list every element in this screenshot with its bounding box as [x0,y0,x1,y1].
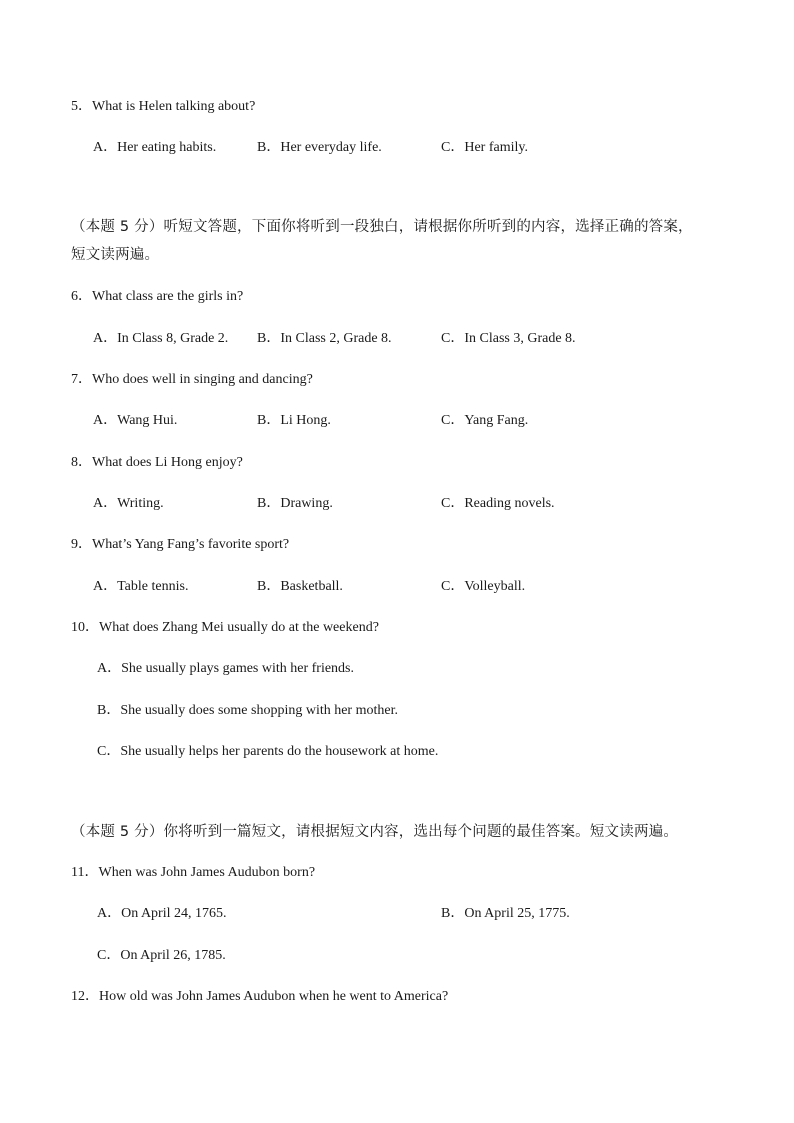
question-8-option-a[interactable]: A．Writing. [93,496,164,511]
question-9-option-b[interactable]: B．Basketball. [257,579,343,594]
question-7-option-b[interactable]: B．Li Hong. [257,413,331,428]
question-11-option-c[interactable]: C．On April 26, 1785. [97,948,226,963]
question-11-stem: 11．When was John James Audubon born? [71,865,316,880]
question-5-stem: 5．What is Helen talking about? [71,99,256,114]
section-2-instruction-line-1: （本题 5 分）听短文答题，下面你将听到一段独白，请根据你所听到的内容，选择正确的答案， [71,219,693,235]
question-5-option-b[interactable]: B．Her everyday life. [257,140,382,155]
question-8-option-c[interactable]: C．Reading novels. [441,496,555,511]
question-8-stem: 8．What does Li Hong enjoy? [71,455,243,470]
section-3-instruction: （本题 5 分）你将听到一篇短文，请根据短文内容，选出每个问题的最佳答案。短文读两遍。 [71,824,679,840]
question-5-option-a[interactable]: A．Her eating habits. [93,140,217,155]
question-6-option-c[interactable]: C．In Class 3, Grade 8. [441,331,576,346]
question-10-stem: 10．What does Zhang Mei usually do at the weekend? [71,620,379,635]
question-11-option-a[interactable]: A．On April 24, 1765. [97,906,227,921]
question-5-option-c[interactable]: C．Her family. [441,140,528,155]
question-8-option-b[interactable]: B．Drawing. [257,496,333,511]
question-7-stem: 7．Who does well in singing and dancing? [71,372,313,387]
question-7-option-a[interactable]: A．Wang Hui. [93,413,178,428]
question-6-stem: 6．What class are the girls in? [71,289,244,304]
question-9-option-a[interactable]: A．Table tennis. [93,579,189,594]
section-2-instruction-line-2: 短文读两遍。 [71,247,160,263]
question-6-option-a[interactable]: A．In Class 8, Grade 2. [93,331,229,346]
question-6-option-b[interactable]: B．In Class 2, Grade 8. [257,331,392,346]
question-11-option-b[interactable]: B．On April 25, 1775. [441,906,570,921]
question-10-option-c[interactable]: C．She usually helps her parents do the housework at home. [97,744,439,759]
question-9-option-c[interactable]: C．Volleyball. [441,579,526,594]
question-7-option-c[interactable]: C．Yang Fang. [441,413,529,428]
question-9-stem: 9．What’s Yang Fang’s favorite sport? [71,537,290,552]
question-10-option-b[interactable]: B．She usually does some shopping with her mother. [97,703,398,718]
question-10-option-a[interactable]: A．She usually plays games with her friends. [97,661,355,676]
question-12-stem: 12．How old was John James Audubon when he went to America? [71,989,449,1004]
